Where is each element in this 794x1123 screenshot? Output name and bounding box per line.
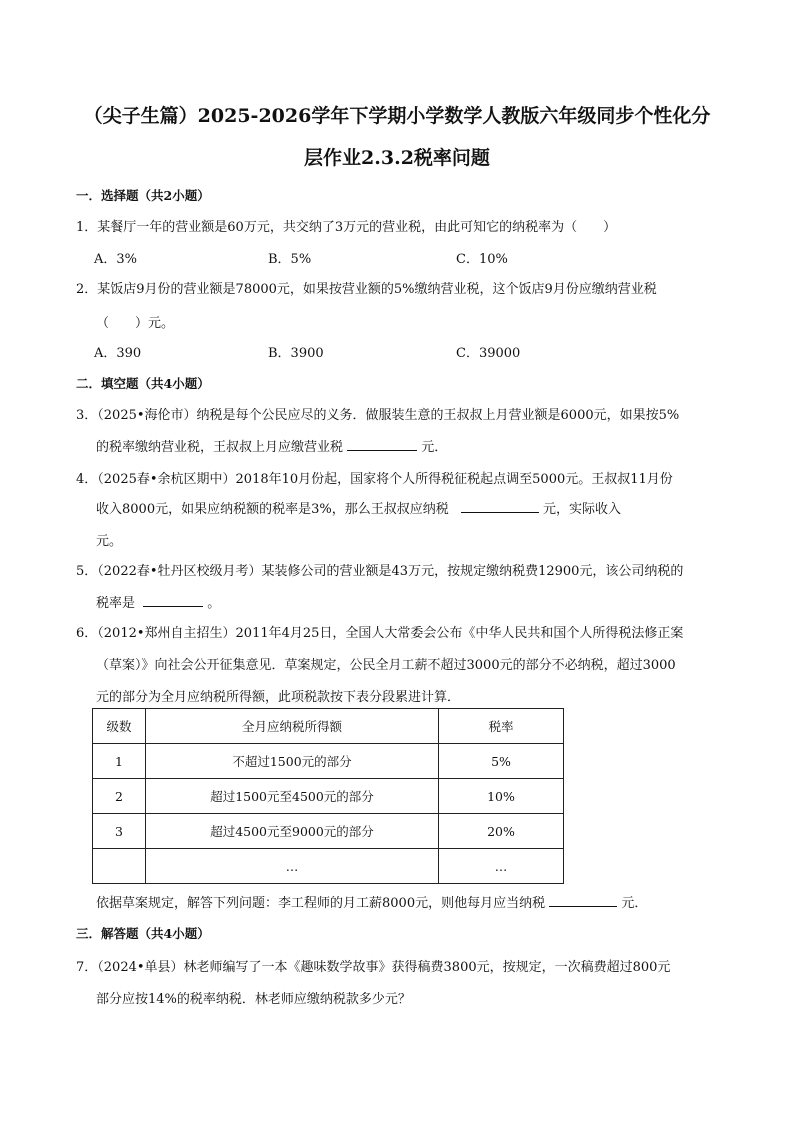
question-4-text-post: 元，实际收入 bbox=[543, 502, 622, 517]
answer-blank[interactable] bbox=[461, 500, 539, 513]
option-b: B．3900 bbox=[268, 346, 324, 361]
question-2-stem-line1: 2．某饭店9月份的营业额是78000元，如果按营业额的5%缴纳营业税，这个饭店9月份应缴纳营业税 bbox=[76, 282, 657, 297]
option-b: B．5% bbox=[268, 252, 312, 267]
table-cell: 1 bbox=[93, 744, 146, 779]
question-3-unit: 元． bbox=[421, 440, 448, 455]
question-5-line1: 5．（2022春•牡丹区校级月考）某装修公司的营业额是43万元，按规定缴纳税费12900元，该公司纳税的 bbox=[76, 564, 684, 579]
answer-blank[interactable] bbox=[347, 438, 417, 451]
table-header-row bbox=[93, 709, 564, 744]
table-row bbox=[93, 814, 564, 849]
question-3-line1: 3．（2025•海伦市）纳税是每个公民应尽的义务．做服装生意的王叔叔上月营业额是6000元，如果按5% bbox=[76, 408, 680, 423]
table-cell: 5% bbox=[439, 744, 564, 779]
question-7-line2: 部分应按14%的税率纳税．林老师应缴纳税款多少元？ bbox=[96, 992, 411, 1007]
answer-blank[interactable] bbox=[143, 594, 203, 607]
table-cell: 不超过1500元的部分 bbox=[146, 744, 439, 779]
question-4-text: 收入8000元，如果应纳税额的税率是3%，那么王叔叔应纳税 bbox=[96, 502, 449, 517]
question-7-line1: 7．（2024•单县）林老师编写了一本《趣味数学故事》获得稿费3800元，按规定，一次稿费超过800元 bbox=[76, 960, 671, 975]
question-1-options bbox=[94, 248, 508, 267]
table-header-cell: 税率 bbox=[439, 709, 564, 744]
tax-bracket-table bbox=[92, 708, 564, 884]
question-5-text: 税率是 bbox=[96, 596, 136, 611]
table-header-cell: 级数 bbox=[93, 709, 146, 744]
option-a: A．3% bbox=[94, 252, 138, 267]
question-6-line1: 6．（2012•郑州自主招生）2011年4月25日，全国人大常委会公布《中华人民共和国个人所得税法修正案 bbox=[76, 626, 684, 641]
question-4-line2 bbox=[96, 498, 621, 517]
table-cell: 20% bbox=[439, 814, 564, 849]
table-cell: … bbox=[439, 849, 564, 884]
question-3-text: 的税率缴纳营业税，王叔叔上月应缴营业税 bbox=[96, 440, 344, 455]
question-4-line3: 元。 bbox=[96, 534, 123, 549]
table-cell: 10% bbox=[439, 779, 564, 814]
question-4-line1: 4．（2025春•余杭区期中）2018年10月份起，国家将个人所得税征税起点调至5000元。王叔叔11月份 bbox=[76, 472, 673, 487]
question-6-line2: （草案）》向社会公开征集意见．草案规定，公民全月工薪不超过3000元的部分不必纳税，超过3000 bbox=[96, 658, 676, 673]
question-5-end: 。 bbox=[207, 596, 221, 611]
worksheet-title-line2: 层作业2.3.2税率问题 bbox=[304, 147, 490, 169]
table-cell bbox=[93, 849, 146, 884]
option-a: A．390 bbox=[94, 346, 142, 361]
worksheet-title-line1: （尖子生篇）2025-2026学年下学期小学数学人教版六年级同步个性化分 bbox=[83, 105, 711, 127]
table-cell: 3 bbox=[93, 814, 146, 849]
section-heading-choice: 一．选择题（共2小题） bbox=[76, 188, 210, 203]
question-2-stem-line2: （ ）元。 bbox=[96, 316, 175, 331]
question-6-text: 依据草案规定，解答下列问题：李工程师的月工薪8000元，则他每月应当纳税 bbox=[96, 896, 546, 911]
table-row bbox=[93, 849, 564, 884]
table-row bbox=[93, 744, 564, 779]
table-header-cell: 全月应纳税所得额 bbox=[146, 709, 439, 744]
question-6-question bbox=[96, 892, 647, 911]
question-3-line2 bbox=[96, 436, 447, 455]
table-cell: 超过1500元至4500元的部分 bbox=[146, 779, 439, 814]
option-c: C．39000 bbox=[456, 346, 521, 361]
question-6-unit: 元． bbox=[621, 896, 648, 911]
answer-blank[interactable] bbox=[549, 894, 617, 907]
option-c: C．10% bbox=[456, 252, 508, 267]
section-heading-solve: 三．解答题（共4小题） bbox=[76, 926, 210, 941]
table-cell: 超过4500元至9000元的部分 bbox=[146, 814, 439, 849]
question-6-line3: 元的部分为全月应纳税所得额，此项税款按下表分段累进计算． bbox=[96, 690, 461, 705]
question-2-options bbox=[94, 342, 520, 361]
question-5-line2 bbox=[96, 592, 220, 611]
section-heading-fill: 二．填空题（共4小题） bbox=[76, 376, 210, 391]
question-1-stem: 1．某餐厅一年的营业额是60万元，共交纳了3万元的营业税，由此可知它的纳税率为（ ） bbox=[76, 220, 617, 235]
table-cell: 2 bbox=[93, 779, 146, 814]
table-row bbox=[93, 779, 564, 814]
table-cell: … bbox=[146, 849, 439, 884]
